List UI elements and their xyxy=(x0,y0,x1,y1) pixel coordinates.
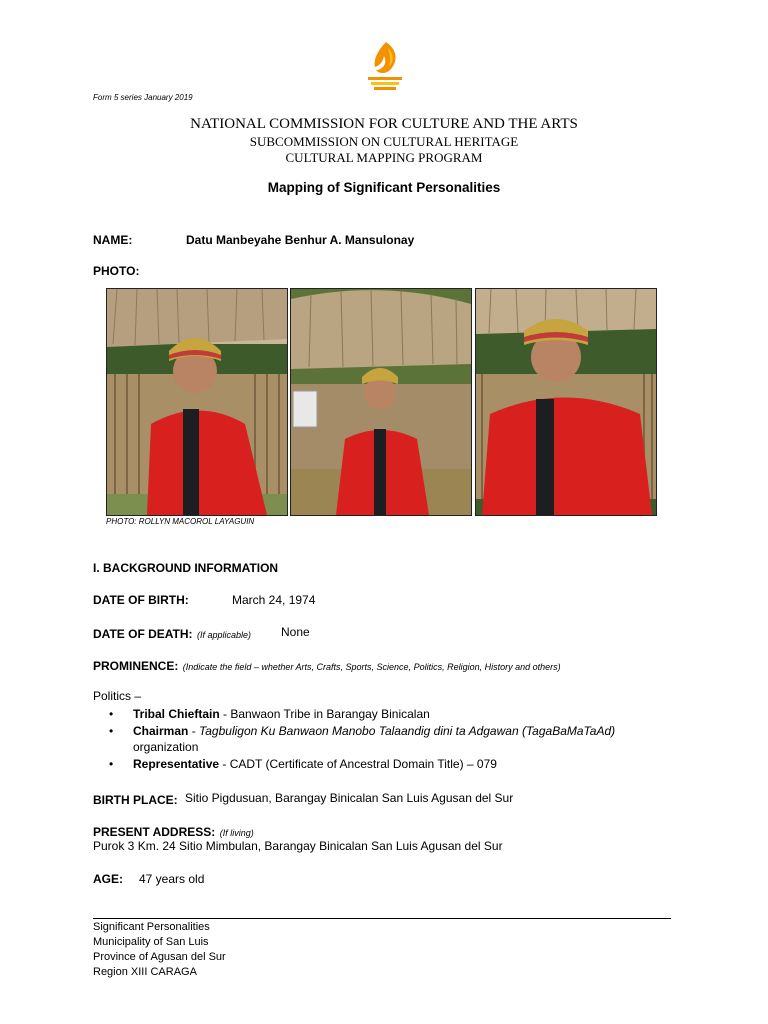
form-series-note: Form 5 series January 2019 xyxy=(93,93,193,102)
role-title: Representative xyxy=(133,756,220,771)
date-of-birth-label: DATE OF BIRTH: xyxy=(93,593,189,607)
footer-divider xyxy=(93,918,671,919)
photo-caption: PHOTO: ROLLYN MACOROL LAYAGUIN xyxy=(106,517,255,526)
prominence-list xyxy=(93,706,673,772)
role-separator: - xyxy=(188,723,200,738)
birth-place-row xyxy=(93,791,178,809)
person-photo-2 xyxy=(290,288,472,516)
role-title: Tribal Chieftain xyxy=(133,707,220,721)
birth-place-value: Sitio Pigdusuan, Barangay Binicalan San Luis Agusan del Sur xyxy=(185,791,514,805)
age-label: AGE: xyxy=(93,872,123,886)
prominence-field: Politics – xyxy=(93,689,142,703)
list-item xyxy=(93,756,673,773)
present-address-note: (If living) xyxy=(219,828,254,838)
date-of-death-value: None xyxy=(281,625,310,639)
org-name: NATIONAL COMMISSION FOR CULTURE AND THE ARTS xyxy=(190,116,578,132)
list-item xyxy=(93,723,673,756)
date-of-death-note: (If applicable) xyxy=(197,630,252,640)
section-title-background: I. BACKGROUND INFORMATION xyxy=(93,561,279,575)
prominence-note: (Indicate the field – whether Arts, Crafts, Sports, Science, Politics, Religion, History and others) xyxy=(182,662,561,672)
photo-label: PHOTO: xyxy=(93,264,140,278)
name-label: NAME: xyxy=(93,233,133,247)
form-title: Mapping of Significant Personalities xyxy=(267,180,501,195)
footer-line-1: Significant Personalities xyxy=(93,921,210,933)
subcommission-name: SUBCOMMISSION ON CULTURAL HERITAGE xyxy=(249,134,519,149)
footer-line-3: Province of Agusan del Sur xyxy=(93,951,226,963)
prominence-row xyxy=(93,657,561,675)
role-separator: - xyxy=(219,707,231,721)
present-address-label: PRESENT ADDRESS: xyxy=(93,825,216,839)
program-name: CULTURAL MAPPING PROGRAM xyxy=(285,150,483,165)
bullet-icon: • xyxy=(109,723,114,738)
role-separator: - xyxy=(219,756,230,771)
age-value: 47 years old xyxy=(139,872,205,886)
person-photo-3 xyxy=(475,288,657,516)
name-value: Datu Manbeyahe Benhur A. Mansulonay xyxy=(186,233,415,247)
role-title: Chairman xyxy=(133,723,189,738)
role-detail: Banwaon Tribe in Barangay Binicalan xyxy=(230,707,430,721)
list-item xyxy=(93,706,673,723)
role-detail-italic: Tagbuligon Ku Banwaon Manobo Talaandig dini ta Adgawan (TagaBaMaTaAd) xyxy=(199,723,616,738)
bullet-icon: • xyxy=(109,756,114,771)
date-of-birth-value: March 24, 1974 xyxy=(232,593,316,607)
flame-logo-icon xyxy=(364,40,406,96)
birth-place-label: BIRTH PLACE: xyxy=(93,793,178,807)
bullet-icon: • xyxy=(109,707,114,721)
footer-line-4: Region XIII CARAGA xyxy=(93,966,197,978)
present-address-value: Purok 3 Km. 24 Sitio Mimbulan, Barangay Binicalan San Luis Agusan del Sur xyxy=(93,839,503,853)
prominence-label: PROMINENCE: xyxy=(93,659,179,673)
role-detail: CADT (Certificate of Ancestral Domain Title) – 079 xyxy=(229,756,497,771)
date-of-death-row xyxy=(93,625,251,643)
footer-line-2: Municipality of San Luis xyxy=(93,936,209,948)
date-of-death-label: DATE OF DEATH: xyxy=(93,627,193,641)
person-photo-1 xyxy=(106,288,288,516)
role-detail-after: organization xyxy=(133,740,199,754)
